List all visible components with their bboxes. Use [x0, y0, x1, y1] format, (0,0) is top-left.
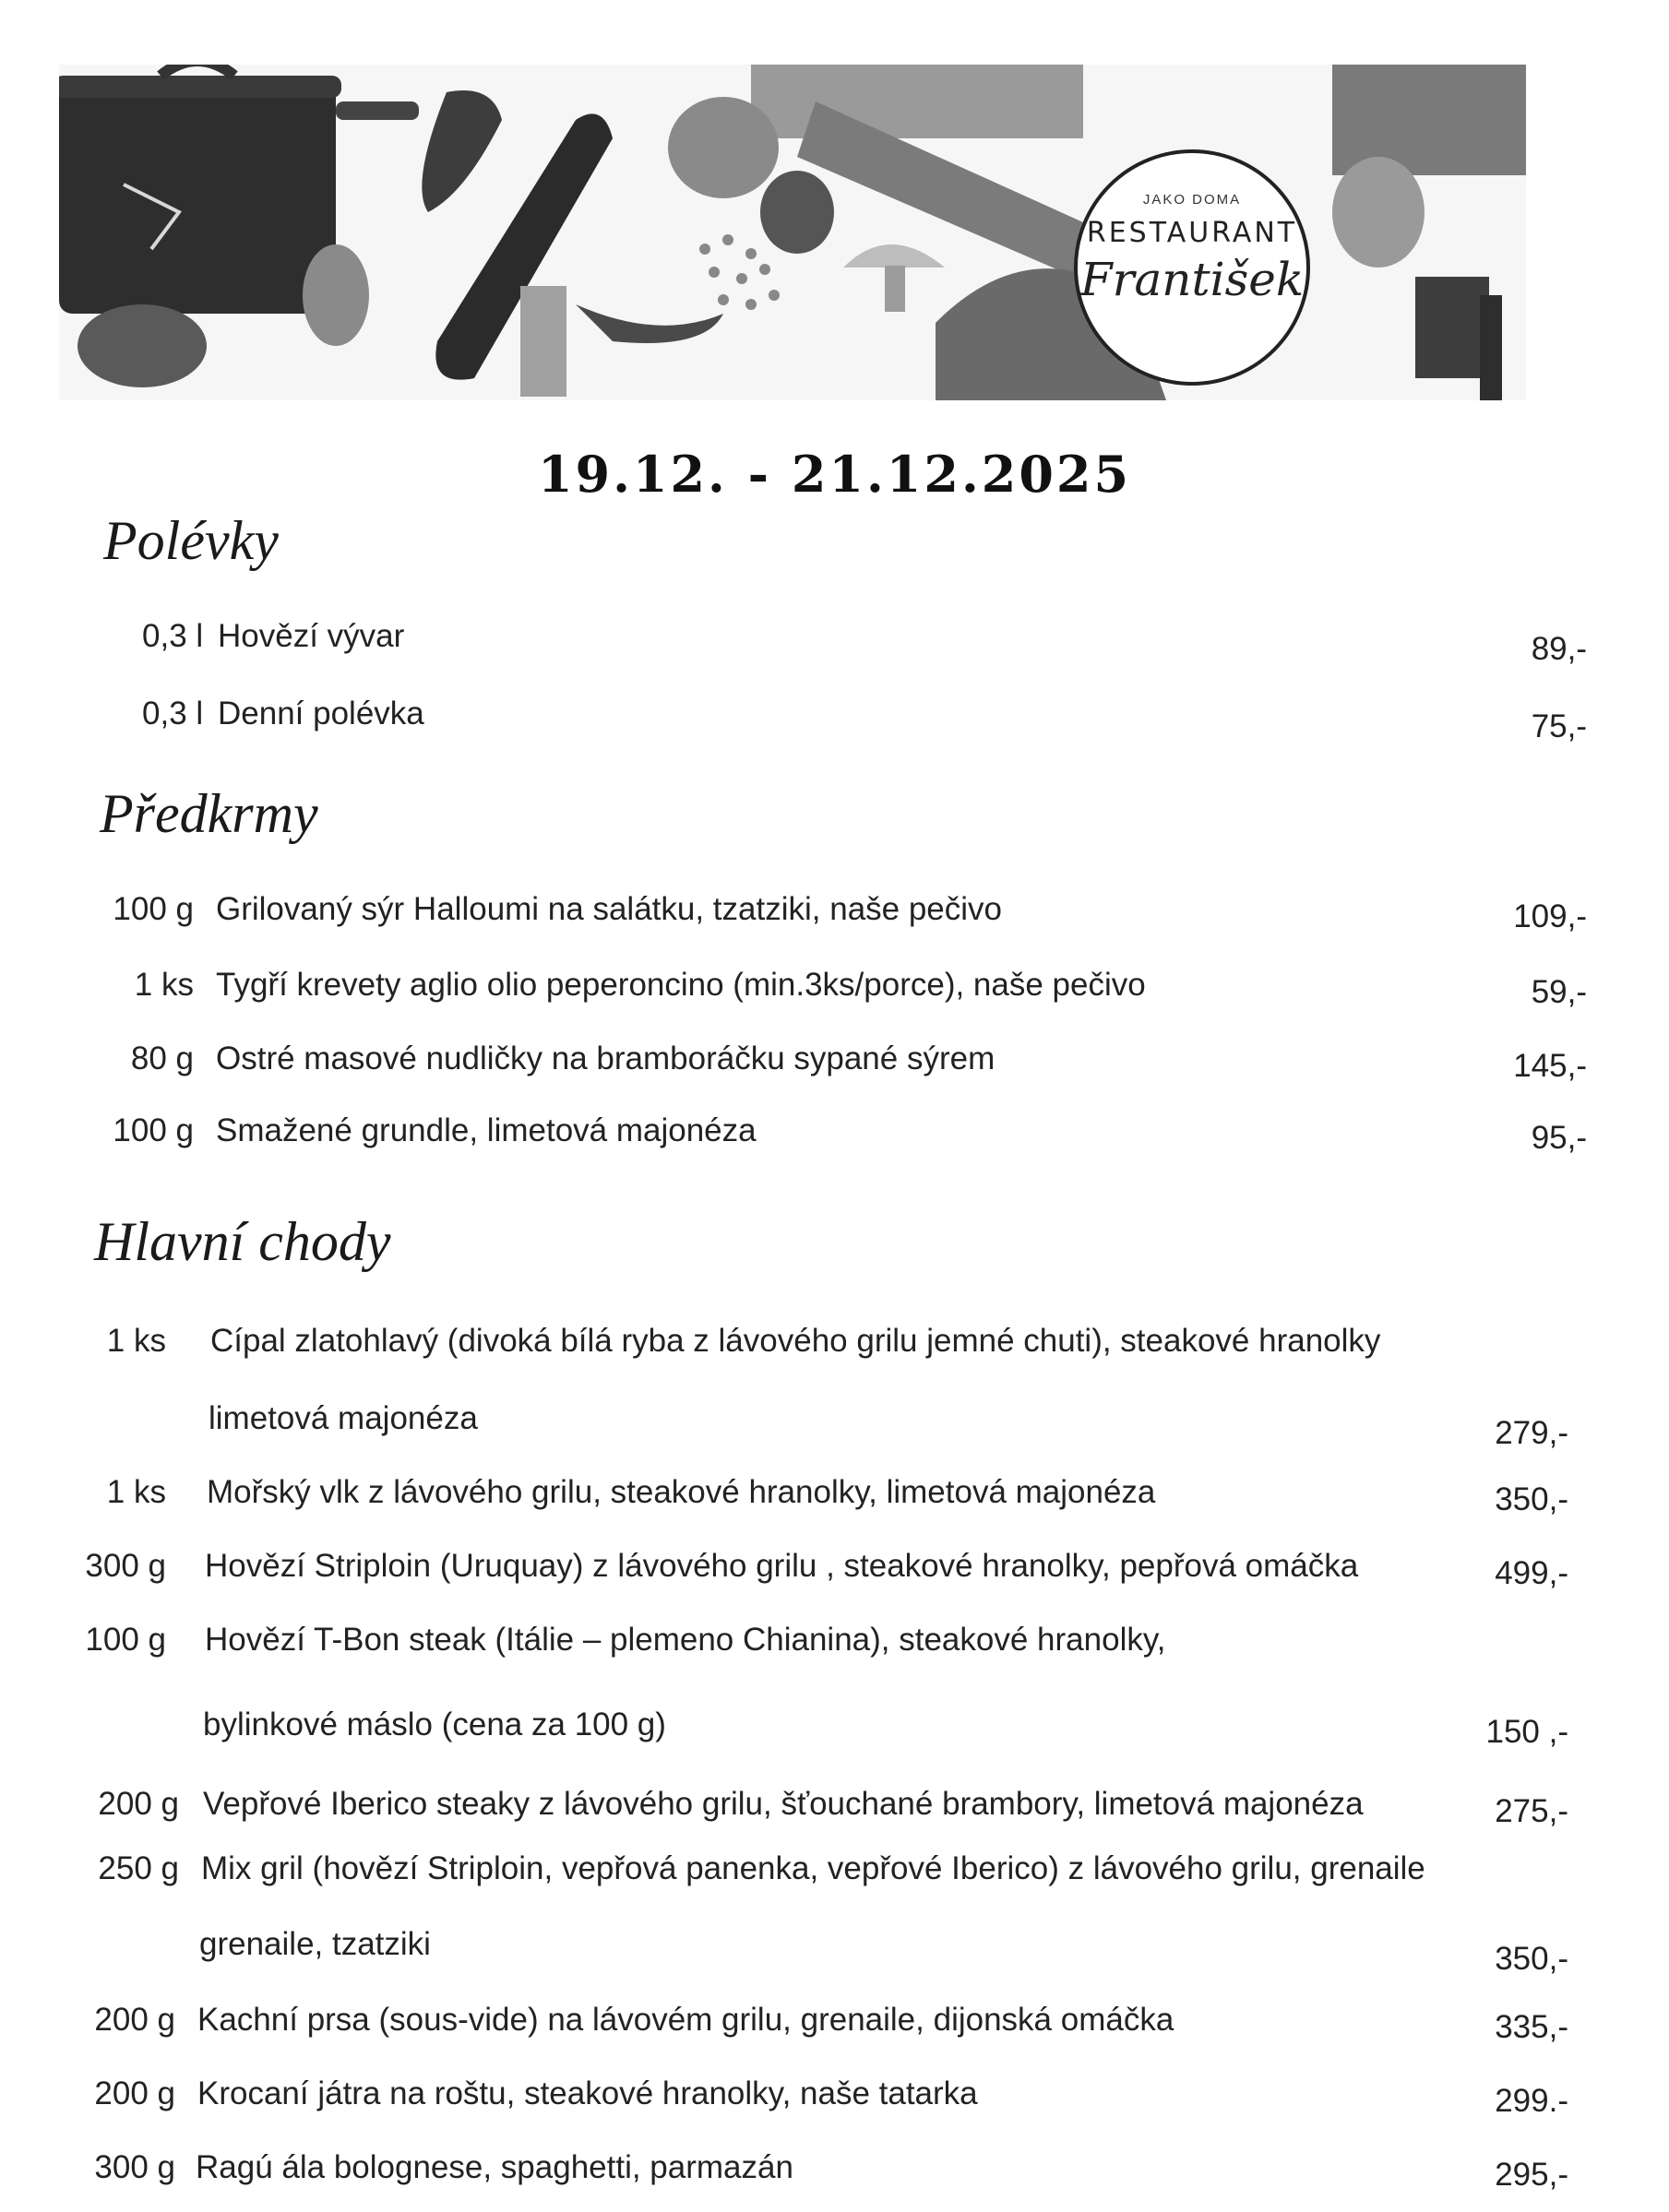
item-qty: 200 g [94, 2002, 175, 2038]
item-price: 499,- [1495, 1555, 1568, 1591]
spoon-icon [303, 244, 369, 346]
item-name: Cípal zlatohlavý (divoká bílá ryba z lávového grilu jemné chuti), steakové hranolky [210, 1323, 1381, 1359]
item-name: Smažené grundle, limetová majonéza [216, 1112, 757, 1148]
item-name: Mix gril (hovězí Striploin, vepřová panenka, vepřové Iberico) z lávového grilu, grenaile [201, 1850, 1425, 1886]
item-price: 150 ,- [1485, 1714, 1568, 1750]
item-price: 350,- [1495, 1481, 1568, 1517]
item-price: 299.- [1495, 2083, 1568, 2119]
item-name: Tygří krevety aglio olio peperoncino (min.3ks/porce), naše pečivo [216, 967, 1146, 1003]
chili-icon [576, 304, 723, 343]
section-title-soups: Polévky [103, 510, 279, 571]
item-price: 59,- [1531, 974, 1587, 1010]
knife-icon [520, 286, 566, 397]
lemon-icon [668, 97, 779, 198]
item-price: 279,- [1495, 1415, 1568, 1451]
logo-word: RESTAURANT [1086, 217, 1298, 249]
logo-tagline: JAKO DOMA [1142, 192, 1242, 208]
item-qty: 300 g [94, 2149, 175, 2185]
item-price: 89,- [1531, 631, 1587, 667]
item-name: Hovězí T-Bon steak (Itálie – plemeno Chianina), steakové hranolky, [205, 1622, 1166, 1658]
item-price: 109,- [1513, 898, 1587, 934]
seeds-icon [699, 234, 780, 310]
item-name: Grilovaný sýr Halloumi na salátku, tzatziki, naše pečivo [216, 891, 1003, 927]
item-qty: 300 g [85, 1548, 166, 1584]
pepper-icon [422, 90, 502, 212]
cheese-icon [1415, 277, 1489, 378]
item-qty: 100 g [85, 1622, 166, 1658]
item-qty: 1 ks [134, 967, 194, 1003]
item-name: Hovězí vývar [218, 618, 405, 654]
tomato-icon [77, 304, 207, 387]
board-shape [751, 65, 1083, 138]
date-range: 19.12. - 21.12.2025 [537, 445, 1132, 504]
section-title-starters: Předkrmy [100, 783, 318, 844]
item-name-line2: bylinkové máslo (cena za 100 g) [203, 1707, 666, 1742]
item-qty: 200 g [98, 1786, 179, 1822]
header-banner [59, 65, 1526, 400]
item-qty: 1 ks [106, 1474, 166, 1510]
meat-icon [1332, 65, 1526, 175]
item-price: 75,- [1531, 708, 1587, 744]
item-qty: 250 g [98, 1850, 179, 1886]
item-price: 350,- [1495, 1941, 1568, 1977]
onion-icon [1332, 157, 1425, 268]
item-price: 95,- [1531, 1120, 1587, 1156]
bottle-icon [1480, 295, 1502, 400]
item-name: Vepřové Iberico steaky z lávového grilu, šťouchané brambory, limetová majonéza [203, 1786, 1364, 1822]
item-name: Denní polévka [218, 696, 424, 731]
logo-script: František [1079, 253, 1305, 306]
item-qty: 80 g [130, 1041, 194, 1076]
item-name: Krocaní játra na roštu, steakové hranolky, naše tatarka [197, 2075, 978, 2111]
item-qty: 200 g [94, 2075, 175, 2111]
item-price: 295,- [1495, 2157, 1568, 2193]
item-name: Hovězí Striploin (Uruquay) z lávového grilu , steakové hranolky, pepřová omáčka [205, 1548, 1359, 1584]
item-qty: 100 g [113, 1112, 194, 1148]
mushroom-icon [843, 244, 945, 268]
item-price: 275,- [1495, 1793, 1568, 1829]
garlic-icon [760, 171, 834, 254]
item-qty: 1 ks [106, 1323, 166, 1359]
item-name: Ostré masové nudličky na bramboráčku sypané sýrem [216, 1041, 995, 1076]
item-name: Mořský vlk z lávového grilu, steakové hranolky, limetová majonéza [207, 1474, 1156, 1510]
item-name-line2: limetová majonéza [209, 1400, 478, 1436]
item-price: 145,- [1513, 1048, 1587, 1084]
item-qty: 0,3 l [142, 618, 204, 654]
item-name-line2: grenaile, tzatziki [199, 1926, 431, 1962]
item-name: Kachní prsa (sous-vide) na lávovém grilu, grenaile, dijonská omáčka [197, 2002, 1174, 2038]
item-name: Ragú ála bolognese, spaghetti, parmazán [196, 2149, 793, 2185]
restaurant-logo [1074, 149, 1310, 386]
item-qty: 0,3 l [142, 696, 204, 731]
item-price: 335,- [1495, 2009, 1568, 2045]
mushroom-stem [885, 266, 905, 312]
item-qty: 100 g [113, 891, 194, 927]
section-title-mains: Hlavní chody [94, 1211, 391, 1272]
